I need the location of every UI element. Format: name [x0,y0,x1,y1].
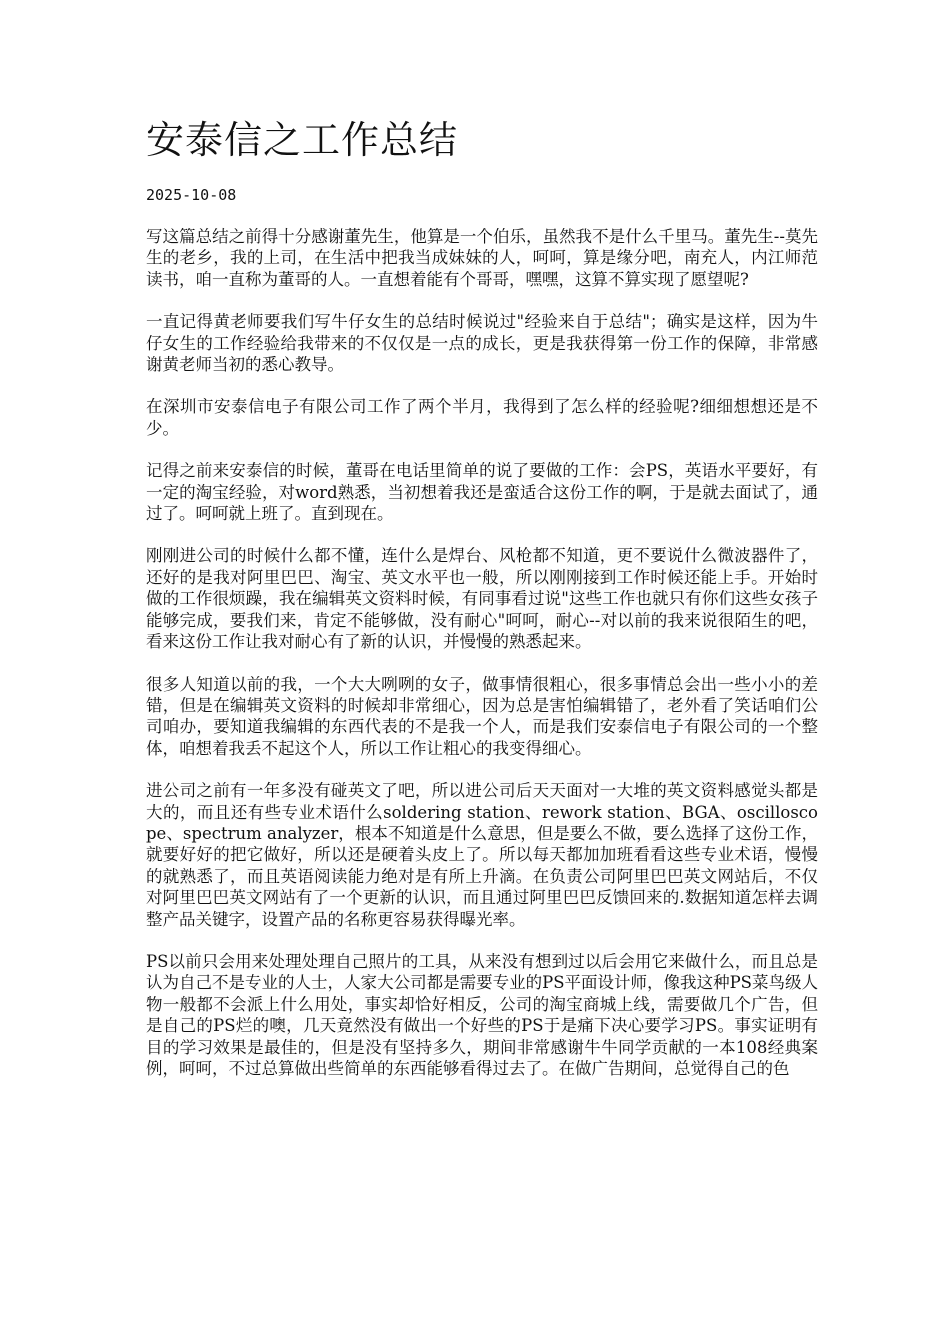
document-body [146,226,818,1079]
document-title: 安泰信之工作总结 [146,118,459,162]
paragraph: 进公司之前有一年多没有碰英文了吧，所以进公司后天天面对一大堆的英文资料感觉头都是大的，而且还有些专业术语什么soldering station、rework station、BGA、oscilloscope、spectrum analyzer，根本不知道是什么意思，但是要么不做，要么选择了这份工作，就要好好的把它做好，所以还是硬着头皮上了。所以每天都加加班看看这些专业术语，慢慢的就熟悉了，而且英语阅读能力绝对是有所上升滴。在负责公司阿里巴巴英文网站后，不仅对阿里巴巴英文网站有了一个更新的认识，而且通过阿里巴巴反馈回来的.数据知道怎样去调整产品关键字，设置产品的名称更容易获得曝光率。 [146,781,818,929]
document-page [146,110,818,1100]
paragraph: 刚刚进公司的时候什么都不懂，连什么是焊台、风枪都不知道，更不要说什么微波器件了，还好的是我对阿里巴巴、淘宝、英文水平也一般，所以刚刚接到工作时候还能上手。开始时做的工作很烦躁，我在编辑英文资料时候，有同事看过说"这些工作也就只有你们这些女孩子能够完成，要我们来，肯定不能够做，没有耐心"呵呵，耐心--对以前的我来说很陌生的吧，看来这份工作让我对耐心有了新的认识，并慢慢的熟悉起来。 [146,546,818,652]
paragraph: 在深圳市安泰信电子有限公司工作了两个半月，我得到了怎么样的经验呢?细细想想还是不少。 [146,397,818,438]
paragraph: PS以前只会用来处理处理自己照片的工具，从来没有想到过以后会用它来做什么，而且总是认为自己不是专业的人士，人家大公司都是需要专业的PS平面设计师，像我这种PS菜鸟级人物一般都不会派上什么用处，事实却恰好相反，公司的淘宝商城上线，需要做几个广告，但是自己的PS烂的噢，几天竟然没有做出一个好些的PS于是痛下决心要学习PS。事实证明有目的学习效果是最佳的，但是没有坚持多久，期间非常感谢牛牛同学贡献的一本108经典案例，呵呵，不过总算做出些简单的东西能够看得过去了。在做广告期间，总觉得自己的色 [146,951,818,1078]
document-date: 2025-10-08 [146,186,237,204]
paragraph: 一直记得黄老师要我们写牛仔女生的总结时候说过"经验来自于总结"；确实是这样，因为牛仔女生的工作经验给我带来的不仅仅是一点的成长，更是我获得第一份工作的保障，非常感谢黄老师当初的悉心教导。 [146,312,818,375]
paragraph: 记得之前来安泰信的时候，董哥在电话里简单的说了要做的工作：会PS，英语水平要好，有一定的淘宝经验，对word熟悉，当初想着我还是蛮适合这份工作的啊，于是就去面试了，通过了。呵呵就上班了。直到现在。 [146,461,818,524]
paragraph: 写这篇总结之前得十分感谢董先生，他算是一个伯乐，虽然我不是什么千里马。董先生--莫先生的老乡，我的上司，在生活中把我当成妹妹的人，呵呵，算是缘分吧，南充人，内江师范读书，咱一直称为董哥的人。一直想着能有个哥哥，嘿嘿，这算不算实现了愿望呢? [146,227,818,289]
paragraph: 很多人知道以前的我，一个大大咧咧的女子，做事情很粗心，很多事情总会出一些小小的差错，但是在编辑英文资料的时候却非常细心，因为总是害怕编辑错了，老外看了笑话咱们公司咱办，要知道我编辑的东西代表的不是我一个人，而是我们安泰信电子有限公司的一个整体，咱想着我丢不起这个人，所以工作让粗心的我变得细心。 [146,674,818,758]
